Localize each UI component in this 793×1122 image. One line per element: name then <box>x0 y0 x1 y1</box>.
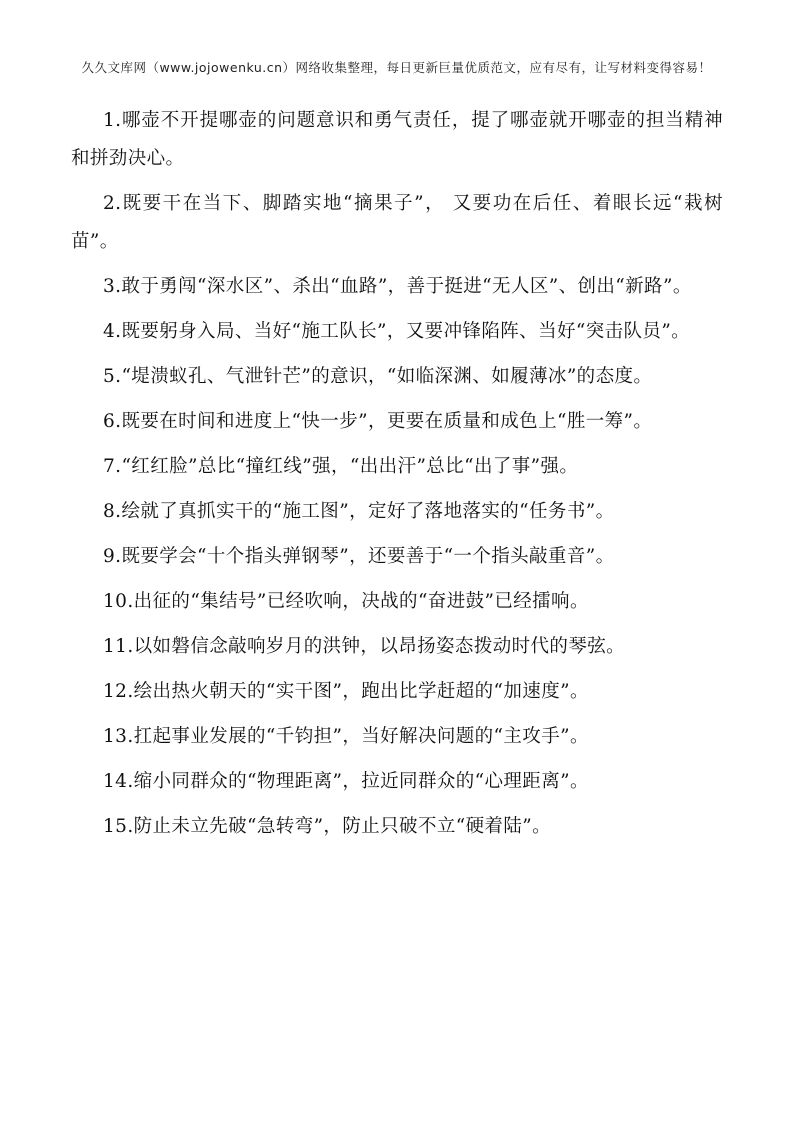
list-item: 8.绘就了真抓实干的“施工图”，定好了落地落实的“任务书”。 <box>103 501 615 522</box>
list-item: 4.既要躬身入局、当好“施工队长”，又要冲锋陷阵、当好“突击队员”。 <box>103 321 691 342</box>
page-header: 久久文库网（www.jojowenku.cn）网络收集整理，每日更新巨量优质范文，应有尽有，让写材料变得容易！ <box>81 60 712 75</box>
list-item: 12.绘出热火朝天的“实干图”，跑出比学赶超的“加速度”。 <box>103 681 589 702</box>
list-item: 2.既要干在当下、脚踏实地“摘果子”， 又要功在后任、着眼长远“栽树苗”。 <box>71 193 723 252</box>
list-item: 9.既要学会“十个指头弹钢琴”，还要善于“一个指头敲重音”。 <box>103 546 615 567</box>
list-item: 11.以如磐信念敲响岁月的洪钟，以昂扬姿态拨动时代的琴弦。 <box>103 636 626 657</box>
list-item: 1.哪壶不开提哪壶的问题意识和勇气责任，提了哪壶就开哪壶的担当精神和拼劲决心。 <box>71 110 723 169</box>
list-item: 6.既要在时间和进度上“快一步”，更要在质量和成色上“胜一筹”。 <box>103 411 653 432</box>
list-item: 5.“堤溃蚁孔、气泄针芒”的意识，“如临深渊、如履薄冰”的态度。 <box>103 366 653 387</box>
list-item: 14.缩小同群众的“物理距离”，拉近同群众的“心理距离”。 <box>103 771 589 792</box>
list-item: 15.防止未立先破“急转弯”，防止只破不立“硬着陆”。 <box>103 816 552 837</box>
list-item: 3.敢于勇闯“深水区”、杀出“血路”，善于挺进“无人区”、创出“新路”。 <box>103 276 692 297</box>
list-item: 10.出征的“集结号”已经吹响，决战的“奋进鼓”已经擂响。 <box>103 591 589 612</box>
document-body <box>71 102 723 853</box>
list-item: 7.“红红脸”总比“撞红线”强，“出出汗”总比“出了事”强。 <box>103 456 579 477</box>
list-item: 13.扛起事业发展的“千钧担”，当好解决问题的“主攻手”。 <box>103 726 589 747</box>
